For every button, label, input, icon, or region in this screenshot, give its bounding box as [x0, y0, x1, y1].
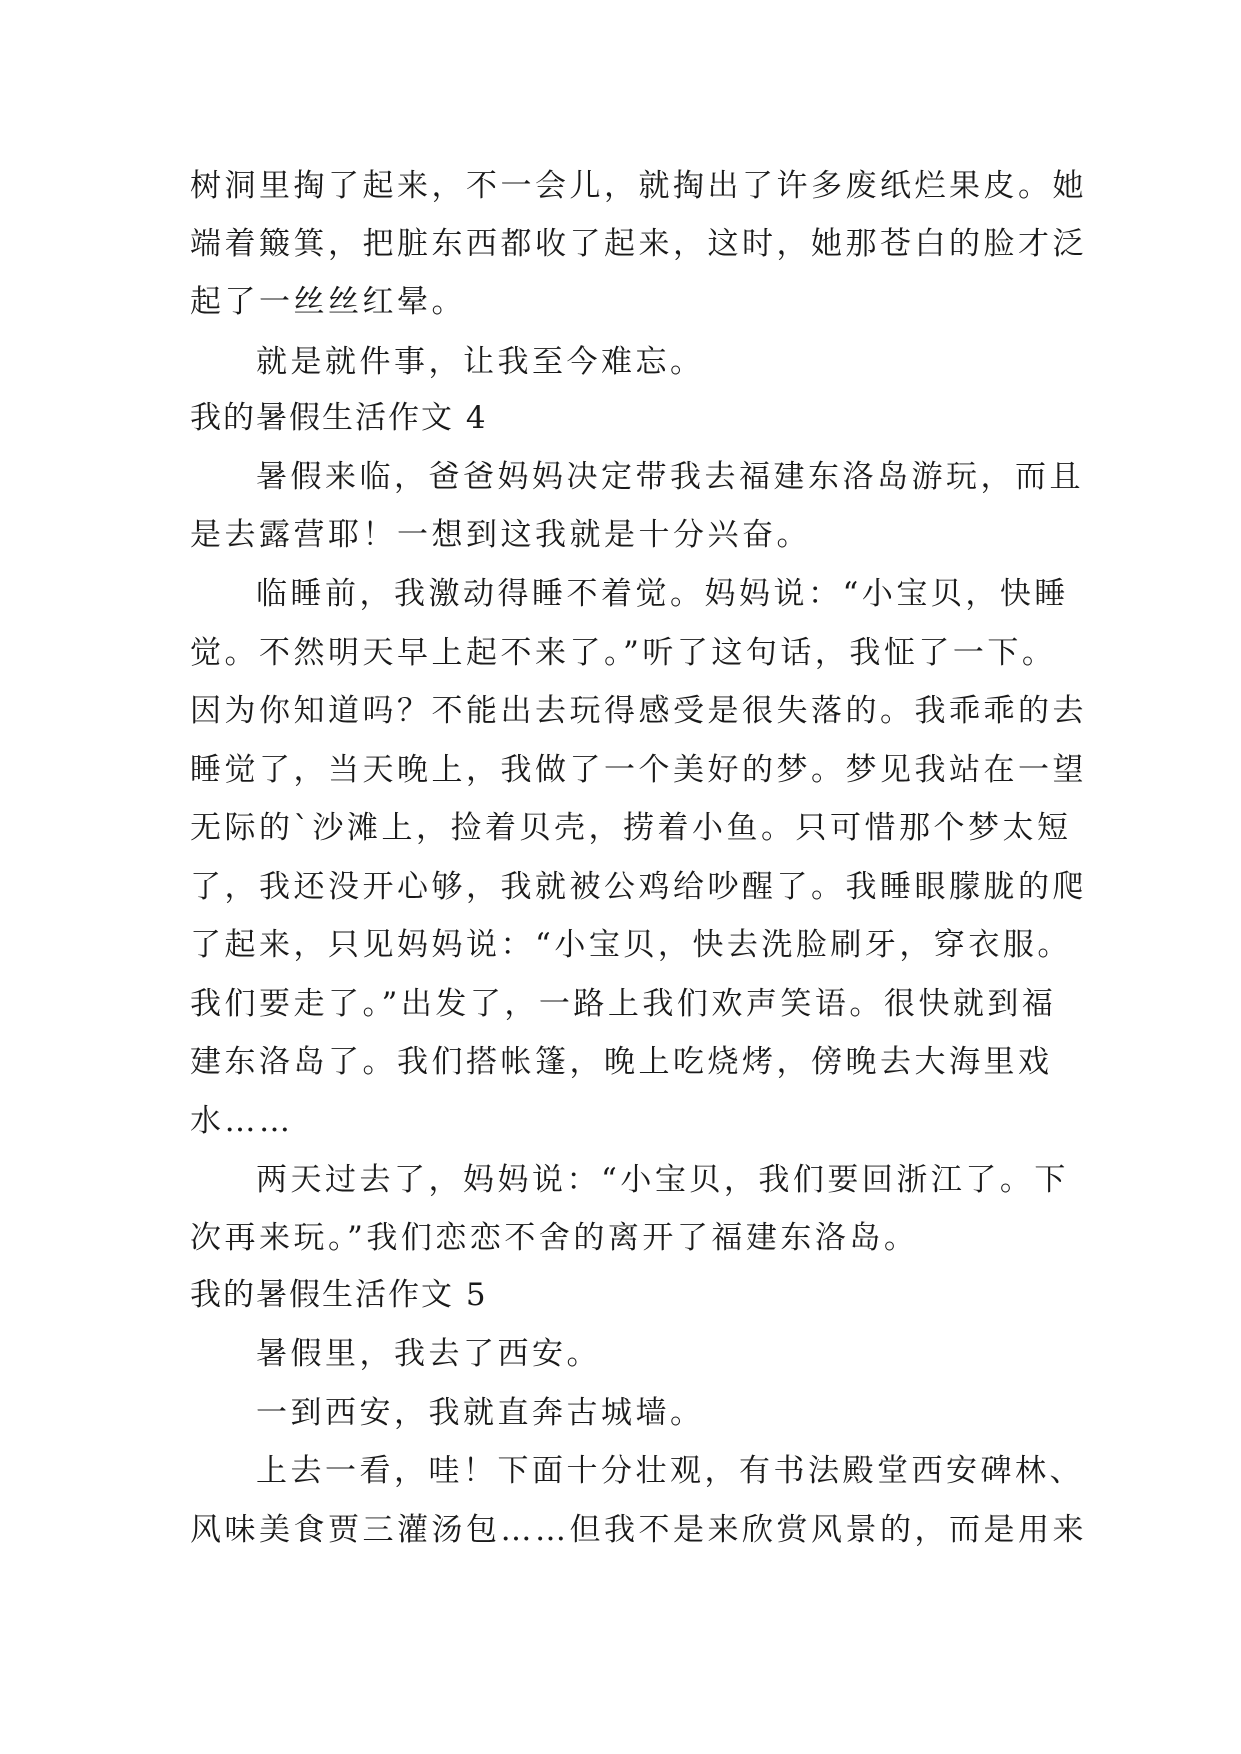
text-line: 因为你知道吗？不能出去玩得感受是很失落的。我乖乖的去	[190, 693, 1087, 729]
paragraph-first-line: 上去一看，哇！下面十分壮观，有书法殿堂西安碑林、	[256, 1453, 1084, 1489]
paragraph-first-line: 临睡前，我激动得睡不着觉。妈妈说：“小宝贝，快睡	[256, 576, 1069, 612]
text-line: 无际的`沙滩上，捡着贝壳，捞着小鱼。只可惜那个梦太短	[190, 810, 1072, 846]
paragraph-first-line: 就是就件事，让我至今难忘。	[256, 344, 705, 380]
text-line: 水……	[190, 1103, 294, 1139]
text-line: 起了一丝丝红晕。	[190, 284, 466, 320]
text-line: 觉。不然明天早上起不来了。”听了这句话，我怔了一下。	[190, 635, 1057, 671]
text-line: 睡觉了，当天晚上，我做了一个美好的梦。梦见我站在一望	[190, 752, 1087, 788]
text-line: 树洞里掏了起来，不一会儿，就掏出了许多废纸烂果皮。她	[190, 168, 1087, 204]
paragraph-first-line: 暑假来临，爸爸妈妈决定带我去福建东洛岛游玩，而且	[256, 459, 1084, 495]
text-line: 风味美食贾三灌汤包……但我不是来欣赏风景的，而是用来	[190, 1512, 1087, 1548]
text-line: 端着簸箕，把脏东西都收了起来，这时，她那苍白的脸才泛	[190, 226, 1087, 262]
section-heading: 我的暑假生活作文 4	[190, 400, 488, 436]
text-line: 我们要走了。”出发了，一路上我们欢声笑语。很快就到福	[190, 986, 1057, 1022]
section-heading: 我的暑假生活作文 5	[190, 1277, 488, 1313]
paragraph-first-line: 一到西安，我就直奔古城墙。	[256, 1395, 705, 1431]
paragraph-first-line: 暑假里，我去了西安。	[256, 1336, 601, 1372]
text-line: 是去露营耶！一想到这我就是十分兴奋。	[190, 517, 811, 553]
paragraph-first-line: 两天过去了，妈妈说：“小宝贝，我们要回浙江了。下	[256, 1162, 1069, 1198]
text-line: 次再来玩。”我们恋恋不舍的离开了福建东洛岛。	[190, 1220, 919, 1256]
text-line: 了，我还没开心够，我就被公鸡给吵醒了。我睡眼朦胧的爬	[190, 869, 1087, 905]
text-line: 了起来，只见妈妈说：“小宝贝，快去洗脸刷牙，穿衣服。	[190, 927, 1072, 963]
text-line: 建东洛岛了。我们搭帐篷，晚上吃烧烤，傍晚去大海里戏	[190, 1044, 1053, 1080]
